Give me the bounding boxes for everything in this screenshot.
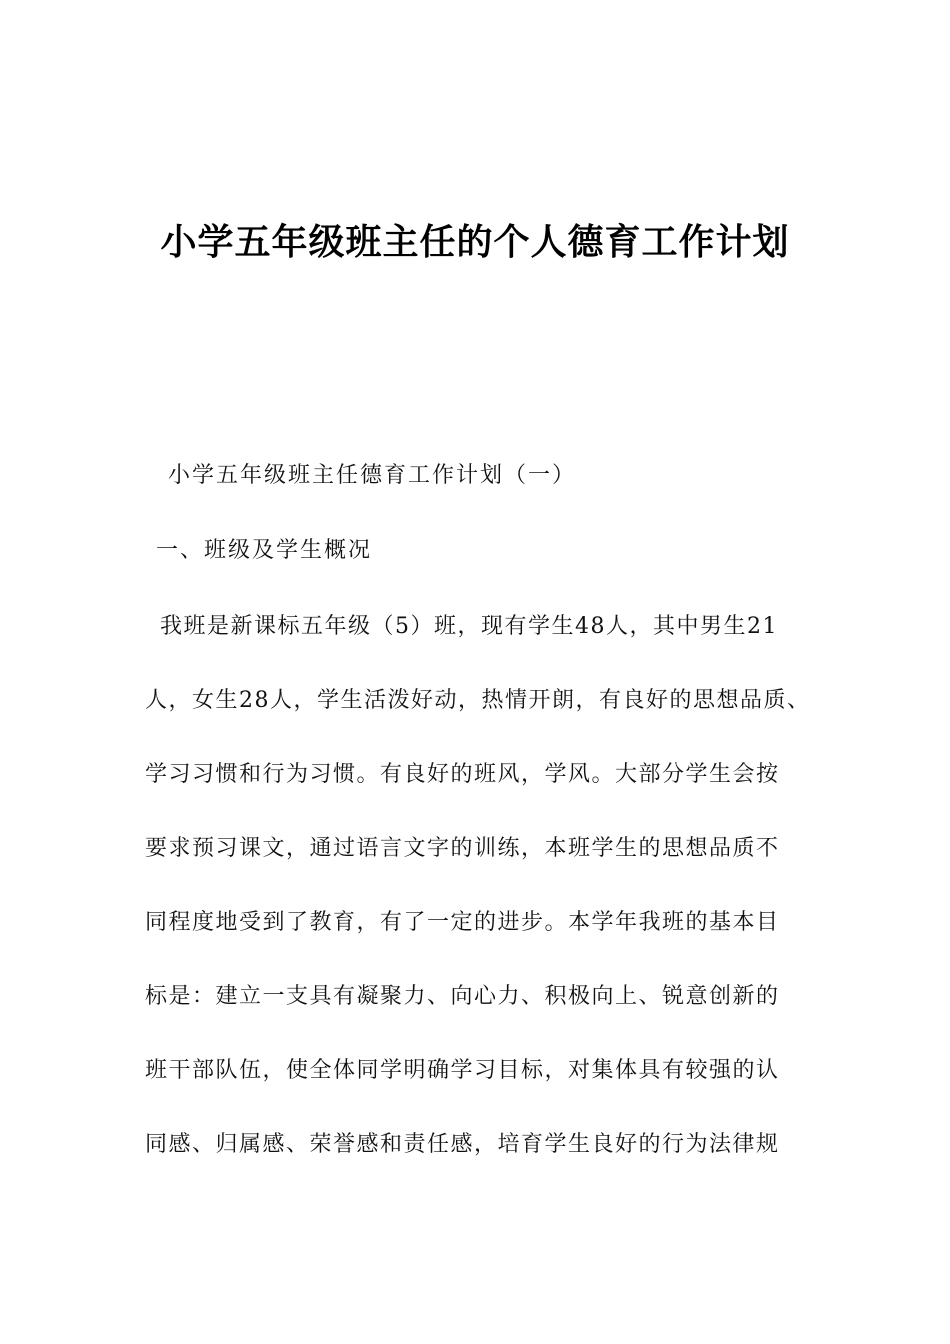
body-line-5: 同程度地受到了教育，有了一定的进步。本学年我班的基本目 [145, 910, 780, 935]
body-line-6: 标是：建立一支具有凝聚力、向心力、积极向上、锐意创新的 [145, 984, 780, 1009]
body-line-8: 同感、归属感、荣誉感和责任感，培育学生良好的行为法律规 [145, 1132, 780, 1157]
document-title: 小学五年级班主任的个人德育工作计划 [160, 222, 790, 263]
body-line-1: 我班是新课标五年级（5）班，现有学生48人，其中男生21 [160, 614, 778, 639]
plan-subtitle: 小学五年级班主任德育工作计划（一） [168, 463, 577, 488]
body-line-7: 班干部队伍，使全体同学明确学习目标，对集体具有较强的认 [145, 1058, 780, 1083]
body-line-3: 学习习惯和行为习惯。有良好的班风，学风。大部分学生会按 [145, 762, 780, 787]
body-line-4: 要求预习课文，通过语言文字的训练，本班学生的思想品质不 [145, 836, 780, 861]
body-line-2: 人，女生28人，学生活泼好动，热情开朗，有良好的思想品质、 [145, 688, 811, 713]
section-heading: 一、班级及学生概况 [156, 538, 373, 563]
